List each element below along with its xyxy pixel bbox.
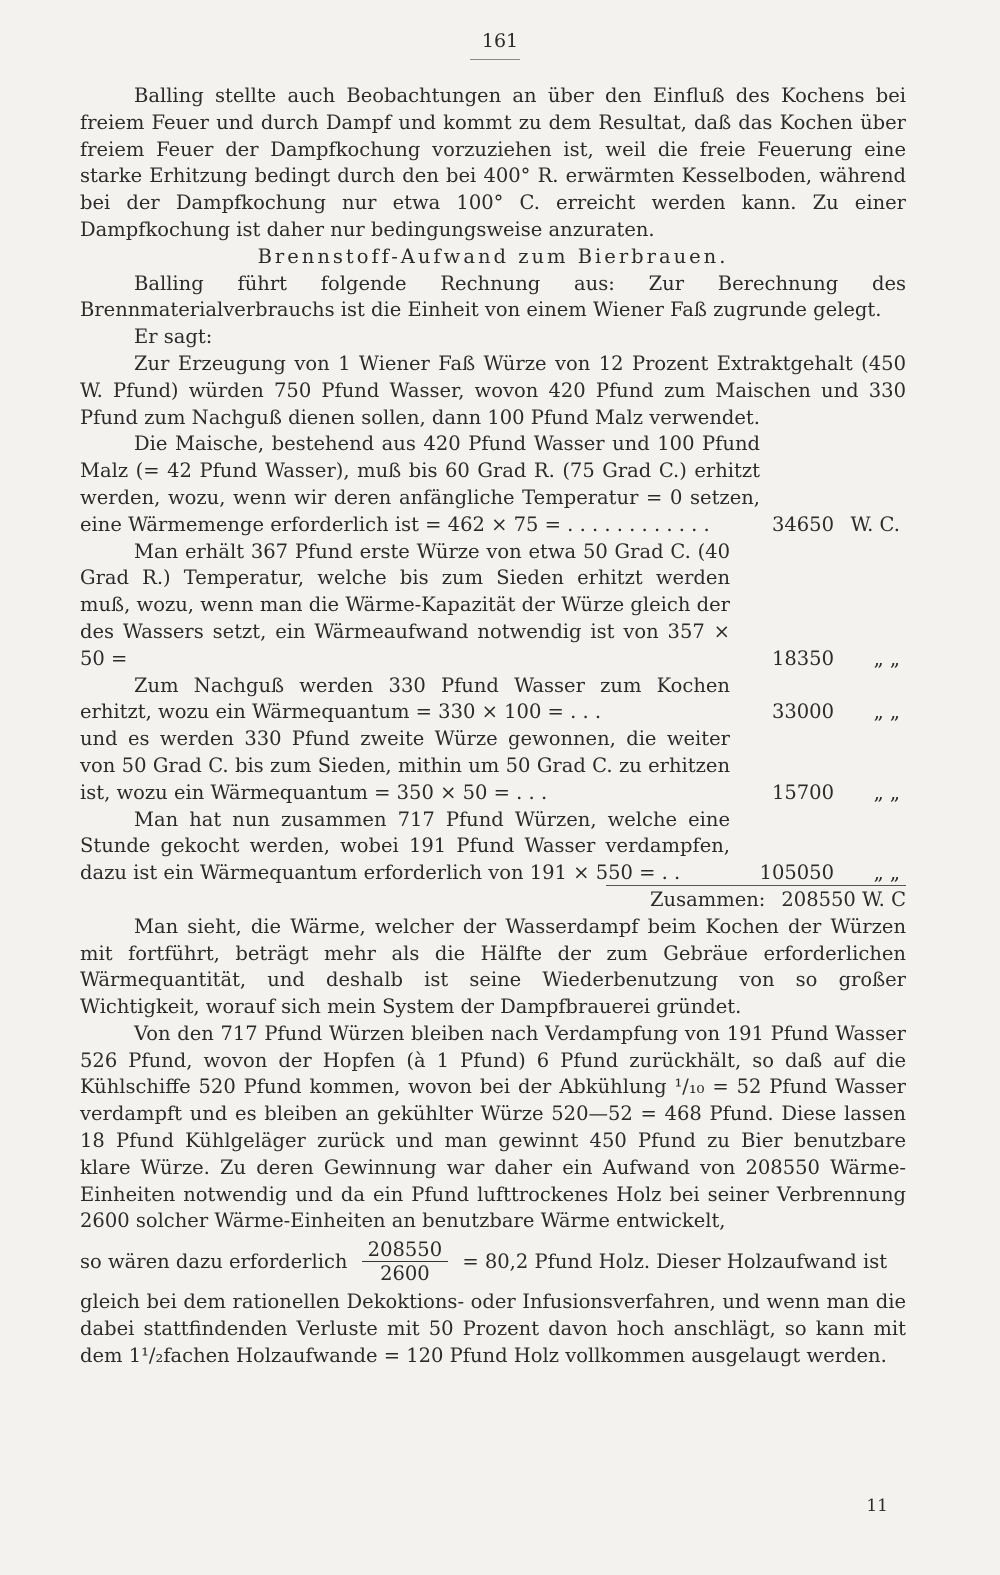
fraction-numerator: 208550 [362,1239,448,1262]
amount-unit: „ „ [873,861,900,885]
amount-value: 18350 [771,646,834,670]
fraction-denominator: 2600 [380,1262,430,1286]
calculation-item-kochen [80,807,906,887]
fraction-line-prefix: so wären dazu erforderlich [80,1250,348,1274]
total-label: Zusammen: [649,887,766,911]
fraction-line [80,1235,906,1289]
page-body [80,83,906,1370]
calculation-amount [756,512,906,539]
calculation-amount [756,646,906,673]
amount-value: 33000 [771,700,834,724]
calculation-text: Man hat nun zusammen 717 Pfund Würzen, welche eine Stunde gekocht werden, wobei 191 Pfund Wasser verdampfen, dazu ist ein Wärmequantum erforderlich von 191 × 550 = . . [80,807,730,885]
calculation-text: Zum Nachguß werden 330 Pfund Wasser zum Kochen erhitzt, wozu ein Wärmequantum = 330 × 100 = . . . [80,673,730,724]
paragraph-erzeugung: Zur Erzeugung von 1 Wiener Faß Würze von 12 Prozent Extraktgehalt (450 W. Pfund) würden 750 Pfund Wasser, wovon 420 Pfund zum Maischen und 330 Pfund zum Nachguß dienen sollen, dann 100 Pfund Malz verwendet. [80,351,906,429]
calculation-item-maische [80,431,906,538]
paragraph-final: Von den 717 Pfund Würzen bleiben nach Verdampfung von 191 Pfund Wasser 526 Pfund, wovon der Hopfen (à 1 Pfund) 6 Pfund zurückhält, so daß auf die Kühlschiffe 520 Pfund kommen, wovon bei der Abkühlung ¹/₁₀ = 52 Pfund Wasser verdampft und es bleiben an gekühlter Würze 520—52 = 468 Pfund. Diese lassen 18 Pfund Kühlgeläger zurück und man gewinnt 450 Pfund zu Bier benutzbare klare Würze. Zu deren Gewinnung war daher ein Aufwand von 208550 Wärme-Einheiten notwendig und da ein Pfund lufttrockenes Holz bei seiner Verbrennung 2600 solcher Wärme-Einheiten an benutzbare Wärme entwickelt, [80,1021,906,1233]
fraction-line-suffix: = 80,2 Pfund Holz. Dieser Holzaufwand ist [462,1250,888,1274]
amount-value: 15700 [771,780,834,804]
total-unit: W. C [862,887,906,911]
calculation-text: Die Maische, bestehend aus 420 Pfund Wasser und 100 Pfund Malz (= 42 Pfund Wasser), muß bis 60 Grad R. (75 Grad C.) erhitzt werden, wozu, wenn wir deren anfängliche Temperatur = 0 setzen, eine Wärmemenge erforderlich ist = 462 × 75 = . . . . . . . . . . . . [80,432,760,536]
paragraph-balling-calculation: Balling führt folgende Rechnung aus: Zur Berechnung des Brennmaterialverbrauchs ist die Einheit von einem Wiener Faß zugrunde gelegt. [80,271,906,322]
calculation-item-nachguss [80,673,906,727]
amount-value: 105050 [759,861,834,885]
amount-unit: „ „ [873,646,900,670]
signature-mark: 11 [866,1496,888,1516]
amount-unit: „ „ [873,700,900,724]
calculation-text: Man erhält 367 Pfund erste Würze von etwa 50 Grad C. (40 Grad R.) Temperatur, welche bis zum Sieden erhitzt werden muß, wozu, wenn man die Wärme-Kapazität der Würze gleich der des Wassers setzt, ein Wärmeaufwand notwendig ist von 357 × 50 = [80,539,730,670]
page-number-rule [470,59,520,60]
total-amount: 208550 [781,887,856,911]
calculation-amount [756,699,906,726]
paragraph-final-continued: gleich bei dem rationellen Dekoktions- oder Infusionsverfahren, und wenn man die dabei stattfindenden Verluste mit 50 Prozent davon hoch anschlägt, so kann mit dem 1¹/₂fachen Holzaufwande = 120 Pfund Holz vollkommen ausgelaugt werden. [80,1290,906,1367]
calculation-text: und es werden 330 Pfund zweite Würze gewonnen, die weiter von 50 Grad C. bis zum Sieden, mithin um 50 Grad C. zu erhitzen ist, wozu ein Wärmequantum = 350 × 50 = . . . [80,727,730,804]
calculation-amount [756,860,906,887]
page-number: 161 [481,30,519,52]
amount-unit: „ „ [873,780,900,804]
paragraph-waerme: Man sieht, die Wärme, welcher der Wasserdampf beim Kochen der Würzen mit fortführt, beträgt mehr als die Hälfte der zum Gebräue erforderlichen Wärmequantität, und deshalb ist seine Wiederbenutzung von so großer Wichtigkeit, worauf sich mein System der Dampfbrauerei gründet. [80,914,906,1019]
section-heading: Brennstoff-Aufwand zum Bierbrauen. [257,244,729,268]
intro-paragraph: Balling stellte auch Beobachtungen an über den Einfluß des Kochens bei freiem Feuer und durch Dampf und kommt zu dem Resultat, daß das Kochen über freiem Feuer der Dampfkochung vorzuziehen ist, weil die freie Feuerung eine starke Erhitzung bedingt durch den bei 400° R. erwärmten Kesselboden, während bei der Dampfkochung nur etwa 100° C. erreicht werden kann. Zu einer Dampfkochung ist daher nur bedingungsweise anzuraten. [80,84,906,241]
fraction [362,1239,448,1286]
amount-value: 34650 [771,512,834,536]
calculation-total [80,887,906,914]
amount-unit: W. C. [850,512,900,536]
calculation-item-erste-wuerze [80,539,906,673]
calculation-item-zweite-wuerze [80,726,906,806]
total-rule [606,885,906,886]
calculation-amount [756,780,906,807]
paragraph-er-sagt: Er sagt: [134,325,213,349]
